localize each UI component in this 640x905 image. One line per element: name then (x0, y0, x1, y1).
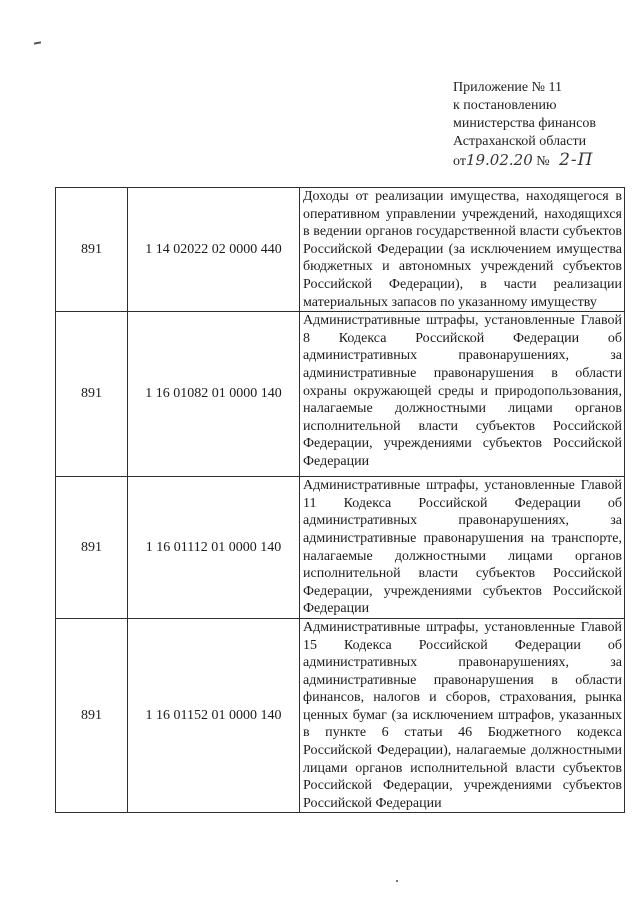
admin-code-cell: 891 (56, 618, 128, 813)
appendix-title: Приложение № 11 (453, 80, 562, 95)
description-cell (300, 477, 625, 619)
description-text: Административные штрафы, установленные Главой 15 Кодекса Российской Федерации об административных правонарушениях, за административные правонарушения в области финансов, налогов и сборов, страхования, рынка ценных бумаг (за исключением штрафов, указанных в пункте 6 статьи 46 Бюджетного кодекса Российской Федерации), налагаемые должностными лицами органов исполнительной власти субъектов Российской Федерации, учреждениями субъектов Российской Федерации (303, 619, 622, 811)
number-sign: № (536, 154, 550, 169)
appendix-line: Астраханской области (453, 134, 587, 149)
scan-speck (396, 880, 398, 882)
description-text: Административные штрафы, установленные Главой 8 Кодекса Российской Федерации об административных правонарушениях, за административные правонарушения в области охраны окружающей среды и природопользования, налагаемые должностными лицами органов исполнительной власти субъектов Российской Федерации, учреждениями субъектов Российской Федерации (303, 313, 622, 469)
handwritten-number: 2-П (559, 150, 594, 170)
table-row (56, 188, 625, 312)
description-text: Административные штрафы, установленные Главой 11 Кодекса Российской Федерации об административных правонарушениях, за административные правонарушения на транспорте, налагаемые должностными лицами органов исполнительной власти субъектов Российской Федерации, учреждениями субъектов Российской Федерации (303, 478, 622, 617)
description-cell (300, 618, 625, 813)
table-row (56, 312, 625, 477)
handwritten-date: 19.02.20 (465, 151, 533, 169)
admin-code-cell: 891 (56, 312, 128, 477)
budget-code-cell: 1 16 01112 01 0000 140 (128, 477, 300, 619)
budget-code-cell: 1 16 01152 01 0000 140 (128, 618, 300, 813)
scan-speck (34, 41, 41, 44)
description-cell (300, 188, 625, 312)
table-row (56, 477, 625, 619)
budget-code-cell: 1 14 02022 02 0000 440 (128, 188, 300, 312)
description-cell (300, 312, 625, 477)
revenue-codes-table (55, 187, 625, 813)
description-text: Доходы от реализации имущества, находящегося в оперативном управлении учреждений, находящихся в ведении органов государственной власти субъектов Российской Федерации (за исключением имущества бюджетных и автономных учреждений субъектов Российской Федерации), в части реализации материальных запасов по указанному имуществу (303, 189, 622, 310)
budget-code-cell: 1 16 01082 01 0000 140 (128, 312, 300, 477)
appendix-header (453, 79, 633, 171)
admin-code-cell: 891 (56, 188, 128, 312)
table-row (56, 618, 625, 813)
appendix-line: к постановлению (453, 98, 557, 113)
appendix-line: министерства финансов (453, 116, 596, 131)
admin-code-cell: 891 (56, 477, 128, 619)
date-prefix: от (453, 154, 466, 169)
appendix-date-line (453, 151, 633, 171)
